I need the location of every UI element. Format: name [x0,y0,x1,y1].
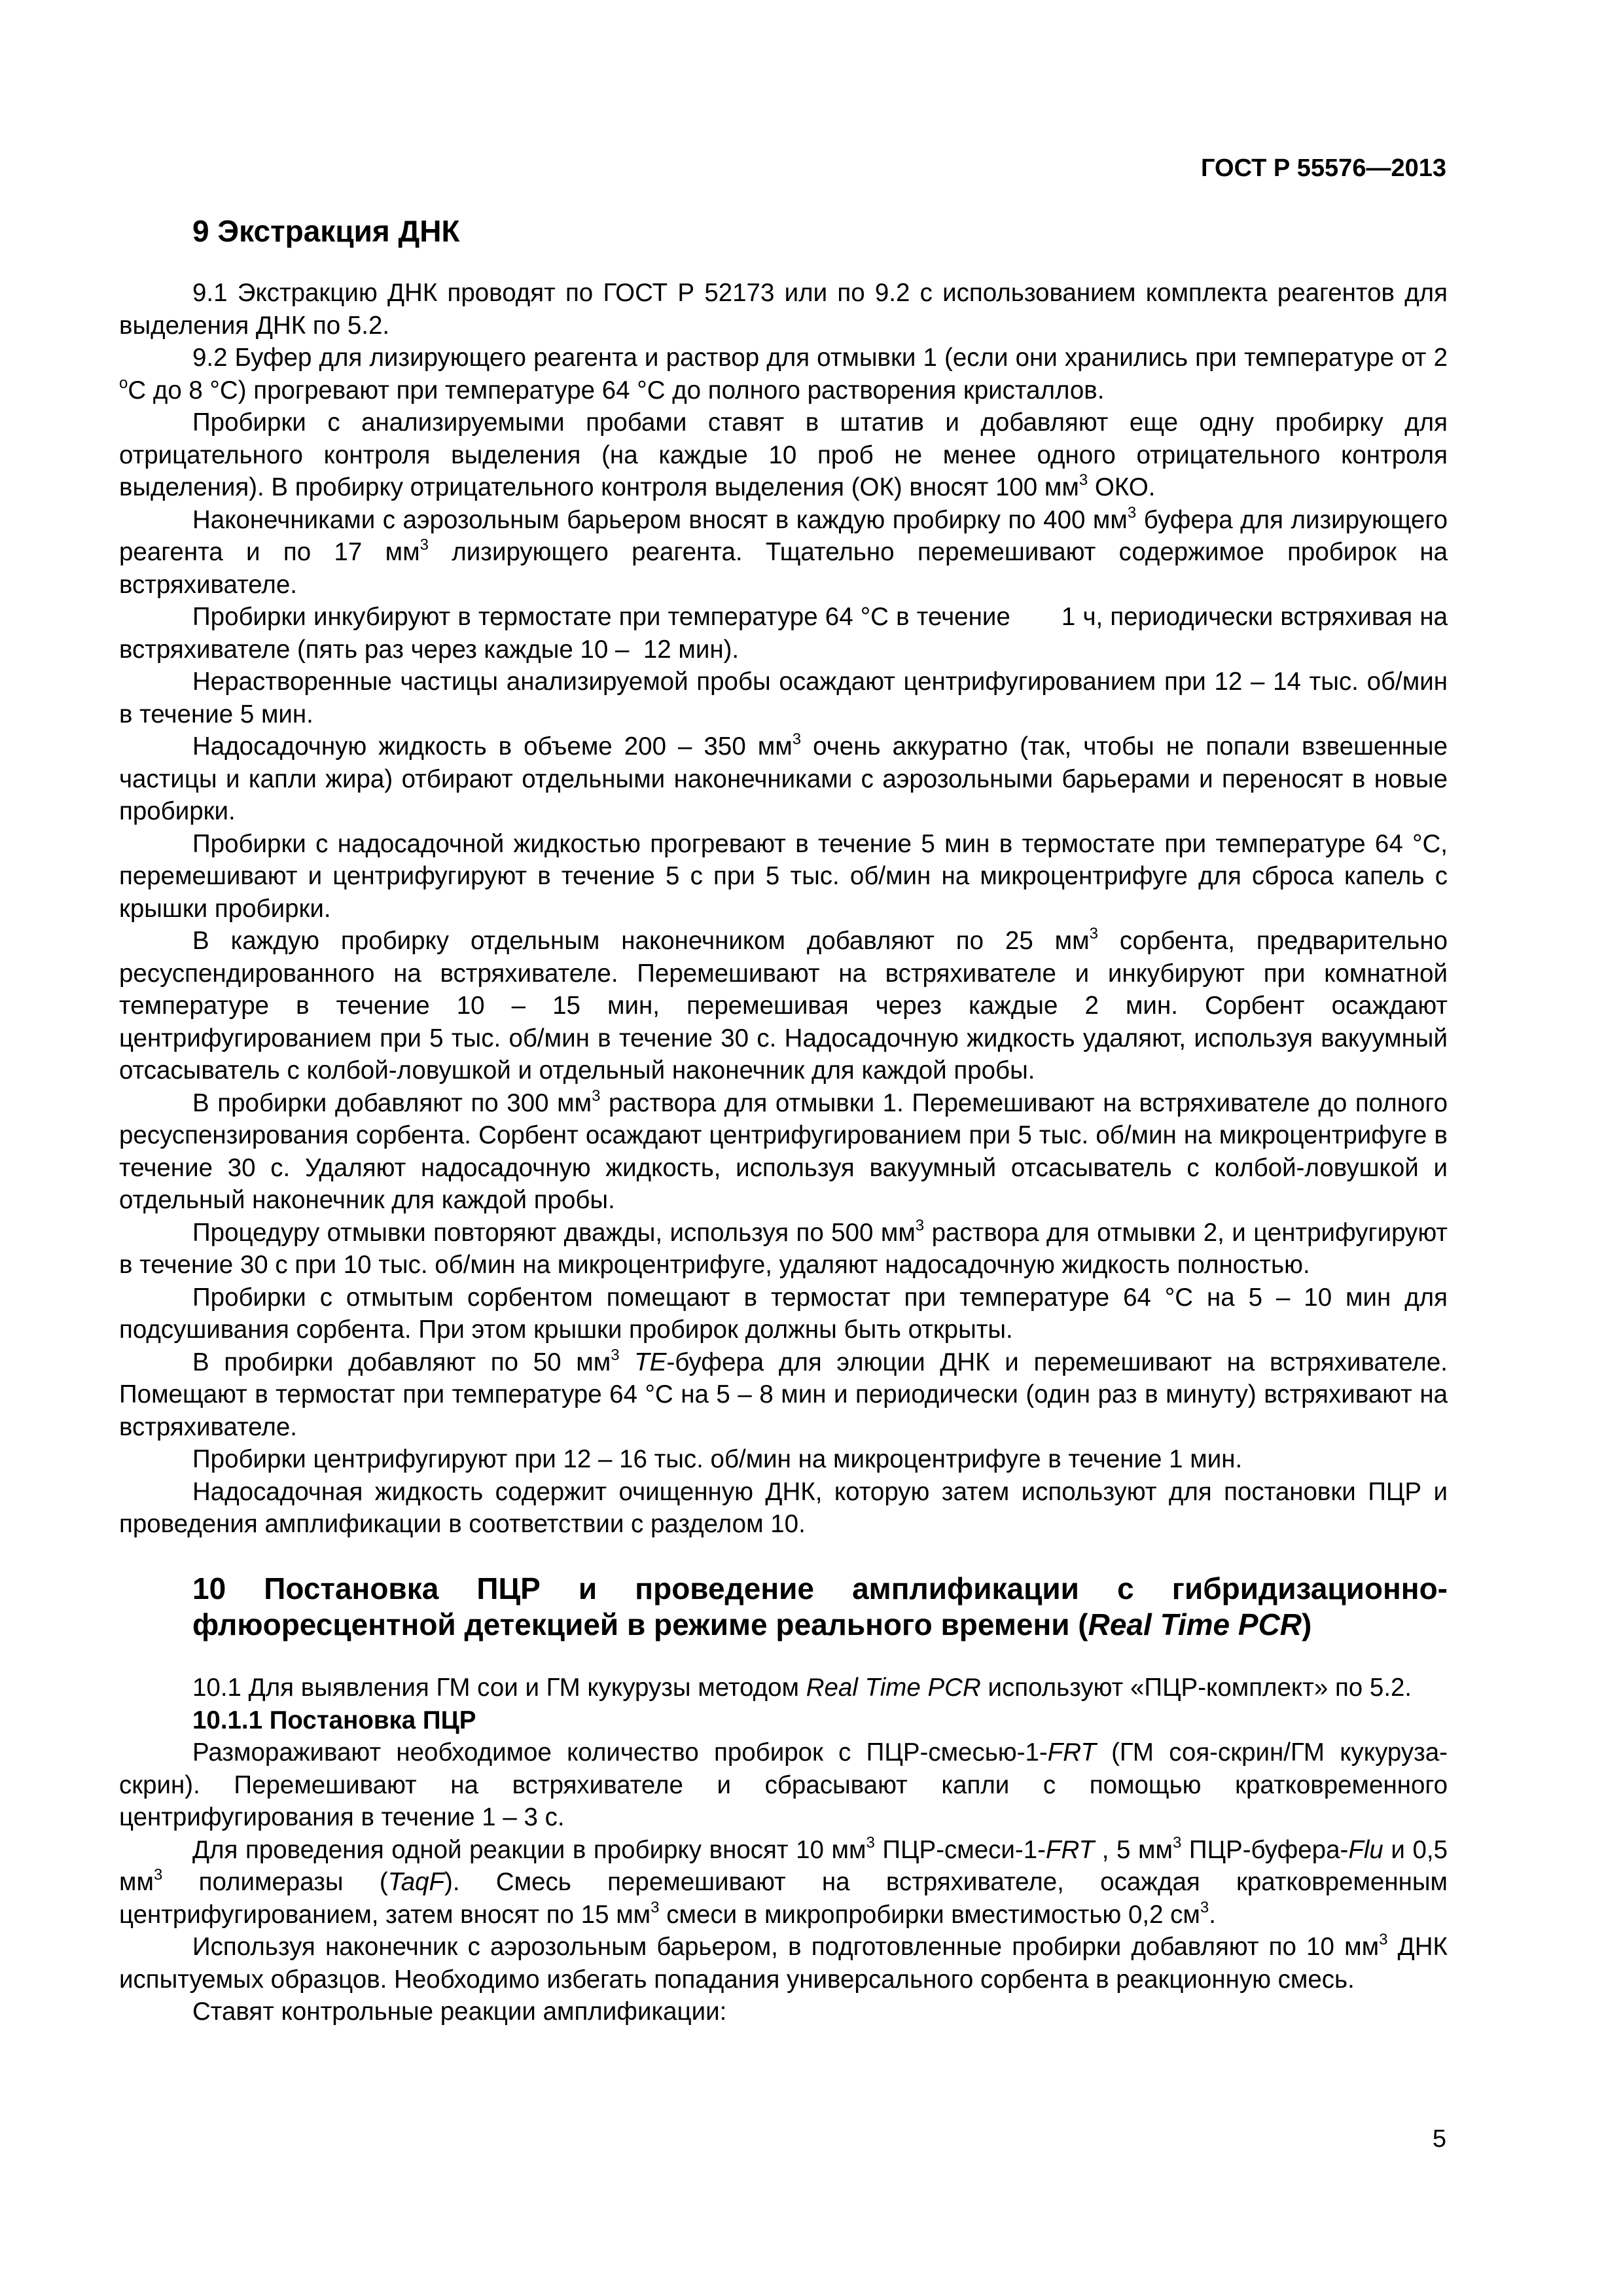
paragraph: Пробирки с отмытым сорбентом помещают в термостат при температуре 64 °С на 5 – 10 мин для подсушивания сорбента. При этом крышки пробирок должны быть открыты. [119,1283,1448,1344]
text: 10.1 Для выявления ГМ сои и ГМ кукурузы методом [192,1674,806,1702]
paragraph [119,1931,1448,1996]
text: , 5 мм [1094,1835,1173,1864]
text [620,1348,635,1376]
paragraph [119,1736,1448,1834]
italic-term: TE [634,1348,667,1376]
paragraph: Пробирки инкубируют в термостате при температуре 64 °С в течение 1 ч, периодически встряхивая на встряхивателе (пять раз через каждые 10 – 12 мин). [119,603,1462,664]
superscript: 3 [651,1898,660,1916]
text: 9.2 Буфер для лизирующего реагента и раствор для отмывки 1 (если они хранились при температуре от 2 [192,344,1448,372]
text: ПЦР-смеси-1- [874,1835,1046,1864]
paragraph: Пробирки центрифугируют при 12 – 16 тыс. об/мин на микроцентрифуге в течение 1 мин. [192,1445,1243,1474]
text: 10 Постановка ПЦР и проведение амплификации с гибридизационно-флюоресцентной детекцией в режиме реального времени ( [192,1571,1448,1641]
italic-term: Flu [1348,1835,1383,1864]
superscript: 3 [915,1216,925,1234]
paragraph [119,1217,1448,1282]
text: сорбента, предварительно ресуспендированного на встряхивателе. Перемешивают на встряхивателе и инкубируют при комнатной температуре в течение 10 – 15 мин, перемешивая через каждые 2 мин. Сорбент осаждают центрифугированием при 5 тыс. об/мин в течение 30 с. Надосадочную жидкость удаляют, используя вакуумный отсасыватель с колбой-ловушкой и отдельный наконечник для каждой пробы. [119,927,1448,1085]
text: В каждую пробирку отдельным наконечником добавляют по 25 мм [192,927,1090,956]
text: используют «ПЦР-комплект» по 5.2. [980,1674,1412,1702]
superscript: 3 [1172,1833,1182,1852]
italic-term: FRT [1045,1835,1095,1864]
text: раствора для отмывки 2, и центрифугируют в течение 30 с при 10 тыс. об/мин на микроцентрифуге, удаляют надосадочную жидкость полностью. [119,1218,1448,1280]
text: В пробирки добавляют по 300 мм [192,1088,592,1117]
paragraph [119,1087,1448,1217]
superscript: 3 [1200,1898,1209,1916]
italic-term: Real Time PCR [1088,1607,1302,1641]
text: ПЦР-буфера- [1181,1835,1349,1864]
paragraph [119,730,1448,828]
superscript: 3 [592,1086,601,1105]
page-number: 5 [1432,2125,1446,2153]
superscript: 3 [1379,1931,1388,1949]
superscript: 3 [1089,925,1098,943]
superscript: 3 [1079,471,1088,490]
italic-term: Real Time PCR [806,1674,981,1702]
text: лизирующего реагента. Тщательно перемешивают содержимое пробирок на встряхивателе. [119,538,1448,599]
section-10-title [192,1571,1448,1643]
superscript: 3 [611,1346,620,1364]
superscript: 3 [153,1866,163,1884]
paragraph: Пробирки с надосадочной жидкостью прогревают в течение 5 мин в термостате при температуре 64 °С, перемешивают и центрифугируют в течение 5 с при 5 тыс. об/мин на микроцентрифуге для сброса капель с крышки пробирки. [119,829,1448,923]
text: ДНК испытуемых образцов. Необходимо избегать попадания универсального сорбента в реакционную смесь. [119,1933,1448,1994]
text: и 0,5 мм [119,1835,1448,1897]
italic-term: FRT [1047,1738,1096,1767]
standard-code-header: ГОСТ Р 55576—2013 [1201,154,1446,182]
paragraph [119,342,1448,406]
text: очень аккуратно (так, чтобы не попали взвешенные частицы и капли жира) отбирают отдельными наконечниками с аэрозольными барьерами и переносят в новые пробирки. [119,732,1448,826]
paragraph [119,406,1448,504]
paragraph [119,1346,1448,1444]
paragraph: Надосадочная жидкость содержит очищенную ДНК, которую затем используют для постановки ПЦР и проведения амплификации в соответствии с разделом 10. [119,1477,1448,1539]
text: Используя наконечник с аэрозольным барьером, в подготовленные пробирки добавляют по 10 мм [192,1933,1380,1962]
text: ) [1302,1607,1312,1641]
paragraph [119,1834,1448,1931]
superscript: o [119,374,128,392]
text: Надосадочную жидкость в объеме 200 – 350 мм [192,732,793,761]
page-content [119,213,1462,2028]
text: раствора для отмывки 1. Перемешивают на встряхивателе до полного ресуспензирования сорбента. Сорбент осаждают центрифугированием при 5 тыс. об/мин на микроцентрифуге в течение 30 с. Удаляют надосадочную жидкость, используя вакуумный отсасыватель с колбой-ловушкой и отдельный наконечник для каждой пробы. [119,1088,1448,1215]
text: ). Смесь перемешивают на встряхивателе, осаждая кратковременным центрифугированием, затем вносят по 15 мм [119,1868,1448,1929]
text: Процедуру отмывки повторяют дважды, используя по 500 мм [192,1218,916,1247]
text: смеси в микропробирки вместимостью 0,2 см [659,1900,1200,1929]
paragraph [119,504,1448,601]
text: Наконечниками с аэрозольным барьером вносят в каждую пробирку по 400 мм [192,505,1128,534]
paragraph [119,1672,1448,1704]
text: Пробирки с анализируемыми пробами ставят в штатив и добавляют еще одну пробирку для отрицательного контроля выделения (на каждые 10 проб не менее одного отрицательного контроля выделения). В пробирку отрицательного контроля выделения (ОК) вносят 100 мм [119,408,1448,502]
section-9-title: 9 Экстракция ДНК [192,214,460,248]
superscript: 3 [419,536,429,554]
text: ОКО. [1088,473,1156,502]
superscript: 3 [1127,503,1137,522]
superscript: 3 [866,1833,875,1852]
paragraph: Нерастворенные частицы анализируемой пробы осаждают центрифугированием при 12 – 14 тыс. об/мин в течение 5 мин. [119,668,1448,728]
text: Для проведения одной реакции в пробирку вносят 10 мм [192,1835,866,1864]
text: (ГМ соя-скрин/ГМ кукуруза-скрин). Перемешивают на встряхивателе и сбрасывают капли с помощью кратковременного центрифугирования в течение 1 – 3 с. [119,1738,1448,1832]
subsection-title: 10.1.1 Постановка ПЦР [192,1706,476,1734]
text: полимеразы ( [162,1868,388,1897]
paragraph [119,925,1448,1087]
text: В пробирки добавляют по 50 мм [192,1348,611,1376]
text: Размораживают необходимое количество пробирок с ПЦР-смесью-1- [192,1738,1048,1767]
superscript: 3 [792,730,802,749]
text: . [1209,1900,1216,1929]
text: буфера для лизирующего реагента и по 17 мм [119,505,1448,567]
text: -буфера для элюции ДНК и перемешивают на встряхивателе. Помещают в термостат при температуре 64 °С на 5 – 8 мин и периодически (один раз в минуту) встряхивают на встряхивателе. [119,1348,1448,1441]
paragraph: Ставят контрольные реакции амплификации: [192,1998,727,2026]
paragraph: 9.1 Экстракцию ДНК проводят по ГОСТ Р 52173 или по 9.2 с использованием комплекта реагентов для выделения ДНК по 5.2. [119,279,1448,340]
text: С до 8 °С) прогревают при температуре 64 °С до полного растворения кристаллов. [128,376,1105,404]
italic-term: TaqF [387,1868,445,1897]
